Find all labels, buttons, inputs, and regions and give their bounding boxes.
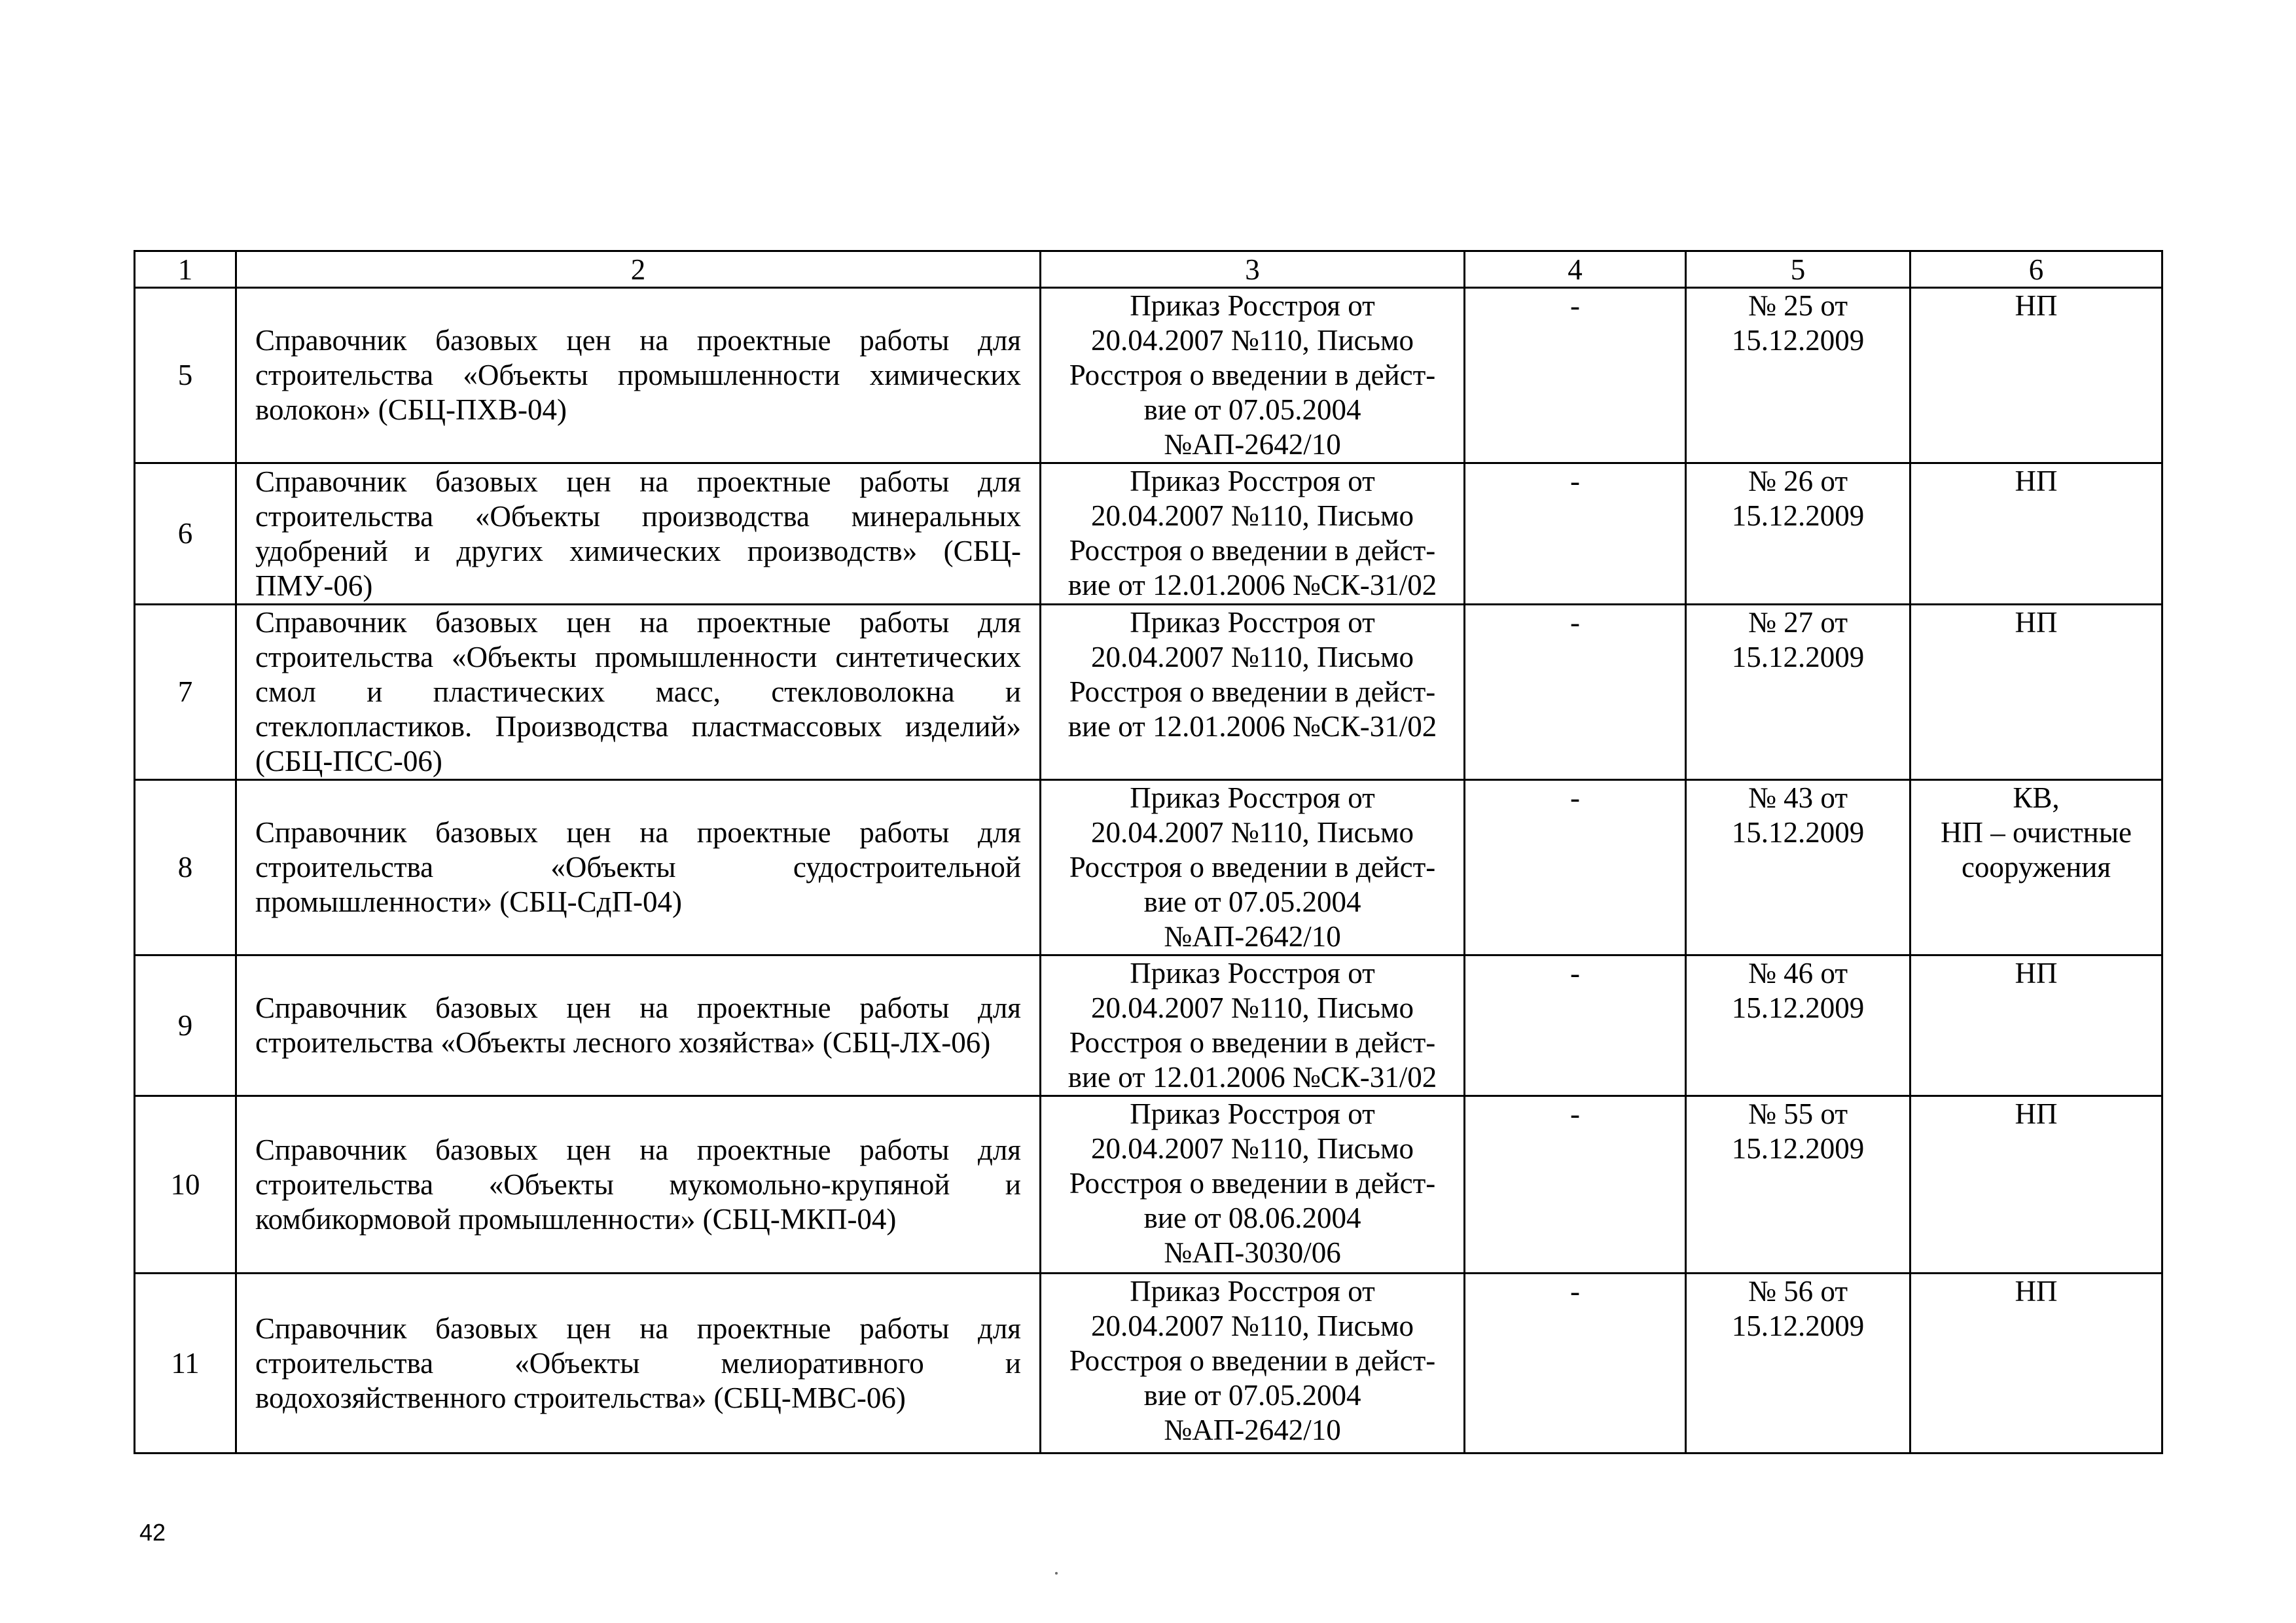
table-header-row [135,251,2162,288]
reference-title: Справочник базовых цен на проектные работы для строительства «Объекты производства минеральных удобрений и других химических производств» (СБЦ-ПМУ-06) [236,463,1041,605]
status-code: КВ, НП – очистные сооружения [1910,780,2162,955]
reference-title: Справочник базовых цен на проектные работы для строительства «Объекты промышленности химических волокон» (СБЦ-ПХВ-04) [236,288,1041,463]
column-4-value: - [1465,1096,1686,1274]
row-number: 5 [135,288,236,463]
status-code: НП [1910,288,2162,463]
letter-reference: № 27 от 15.12.2009 [1686,605,1910,780]
reference-title: Справочник базовых цен на проектные работы для строительства «Объекты лесного хозяйства» (СБЦ-ЛХ-06) [236,955,1041,1096]
approval-basis: Приказ Росстроя от 20.04.2007 №110, Письмо Росстроя о введении в дейст- вие от 08.06.2004 №АП-3030/06 [1041,1096,1465,1274]
row-number: 8 [135,780,236,955]
table-row [135,463,2162,605]
column-number-5: 5 [1686,251,1910,288]
letter-reference: № 26 от 15.12.2009 [1686,463,1910,605]
status-code: НП [1910,463,2162,605]
row-number: 11 [135,1274,236,1454]
column-4-value: - [1465,605,1686,780]
approval-basis: Приказ Росстроя от 20.04.2007 №110, Письмо Росстроя о введении в дейст- вие от 12.01.2006 №СК-31/02 [1041,955,1465,1096]
table-row [135,955,2162,1096]
column-4-value: - [1465,288,1686,463]
letter-reference: № 46 от 15.12.2009 [1686,955,1910,1096]
reference-title: Справочник базовых цен на проектные работы для строительства «Объекты мукомольно-крупяной и комбикормовой промышленности» (СБЦ-МКП-04) [236,1096,1041,1274]
column-4-value: - [1465,780,1686,955]
table-row [135,780,2162,955]
status-code: НП [1910,1096,2162,1274]
status-code: НП [1910,1274,2162,1454]
column-number-4: 4 [1465,251,1686,288]
table-row [135,288,2162,463]
row-number: 10 [135,1096,236,1274]
column-4-value: - [1465,463,1686,605]
row-number: 9 [135,955,236,1096]
table-row [135,1096,2162,1274]
column-number-2: 2 [236,251,1041,288]
approval-basis: Приказ Росстроя от 20.04.2007 №110, Письмо Росстроя о введении в дейст- вие от 12.01.2006 №СК-31/02 [1041,605,1465,780]
letter-reference: № 43 от 15.12.2009 [1686,780,1910,955]
approval-basis: Приказ Росстроя от 20.04.2007 №110, Письмо Росстроя о введении в дейст- вие от 07.05.2004 №АП-2642/10 [1041,780,1465,955]
status-code: НП [1910,955,2162,1096]
column-4-value: - [1465,955,1686,1096]
table-row [135,1274,2162,1454]
letter-reference: № 55 от 15.12.2009 [1686,1096,1910,1274]
letter-reference: № 25 от 15.12.2009 [1686,288,1910,463]
approval-basis: Приказ Росстроя от 20.04.2007 №110, Письмо Росстроя о введении в дейст- вие от 12.01.2006 №СК-31/02 [1041,463,1465,605]
reference-title: Справочник базовых цен на проектные работы для строительства «Объекты мелиоративного и водохозяйственного строительства» (СБЦ-МВС-06) [236,1274,1041,1454]
letter-reference: № 56 от 15.12.2009 [1686,1274,1910,1454]
status-code: НП [1910,605,2162,780]
approval-basis: Приказ Росстроя от 20.04.2007 №110, Письмо Росстроя о введении в дейст- вие от 07.05.2004 №АП-2642/10 [1041,1274,1465,1454]
page-number: 42 [139,1519,166,1546]
registry-table [134,250,2163,1454]
approval-basis: Приказ Росстроя от 20.04.2007 №110, Письмо Росстроя о введении в дейст- вие от 07.05.2004 №АП-2642/10 [1041,288,1465,463]
reference-title: Справочник базовых цен на проектные работы для строительства «Объекты судостроительной промышленности» (СБЦ-СдП-04) [236,780,1041,955]
column-number-1: 1 [135,251,236,288]
table-row [135,605,2162,780]
column-number-6: 6 [1910,251,2162,288]
scan-speck [1055,1572,1058,1575]
row-number: 6 [135,463,236,605]
column-number-3: 3 [1041,251,1465,288]
column-4-value: - [1465,1274,1686,1454]
row-number: 7 [135,605,236,780]
reference-title: Справочник базовых цен на проектные работы для строительства «Объекты промышленности синтетических смол и пластических масс, стекловолокна и стеклопластиков. Производства пластмассовых изделий» (СБЦ-ПСС-06) [236,605,1041,780]
